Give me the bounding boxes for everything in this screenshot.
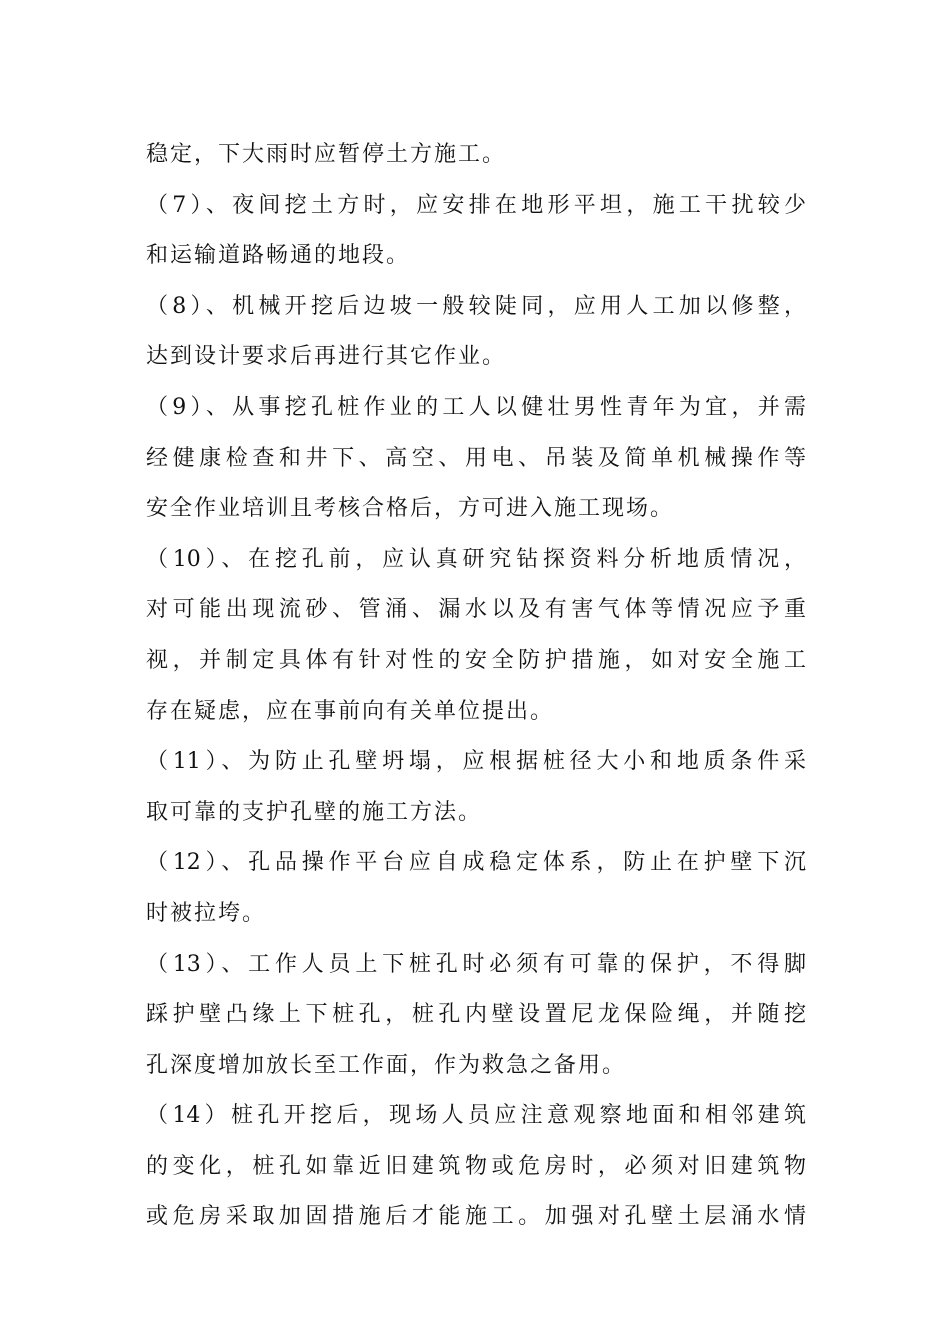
text-line: 踩护壁凸缘上下桩孔，桩孔内壁设置尼龙保险绳，并随挖 bbox=[146, 1002, 806, 1028]
text-line: （9）、从事挖孔桩作业的工人以健壮男性青年为宜，并需 bbox=[146, 394, 806, 420]
text-line: （10）、在挖孔前，应认真研究钻探资料分析地质情况， bbox=[146, 546, 806, 572]
text-line: 稳定，下大雨时应暂停土方施工。 bbox=[146, 142, 507, 167]
text-line: 时被拉垮。 bbox=[146, 900, 267, 926]
text-line: 达到设计要求后再进行其它作业。 bbox=[146, 344, 507, 370]
text-line: 安全作业培训且考核合格后，方可进入施工现场。 bbox=[146, 496, 675, 522]
text-line: 经健康检查和井下、高空、用电、吊装及简单机械操作等 bbox=[146, 445, 806, 471]
body-text bbox=[146, 130, 806, 1243]
text-line: 或危房采取加固措施后才能施工。加强对孔壁土层涌水情 bbox=[146, 1204, 806, 1230]
text-line: 视，并制定具体有针对性的安全防护措施，如对安全施工 bbox=[146, 647, 806, 673]
text-line: 孔深度增加放长至工作面，作为救急之备用。 bbox=[146, 1052, 627, 1078]
text-line: 取可靠的支护孔壁的施工方法。 bbox=[146, 799, 483, 825]
text-line: 和运输道路畅通的地段。 bbox=[146, 243, 411, 269]
text-line: （13）、工作人员上下桩孔时必须有可靠的保护，不得脚 bbox=[146, 951, 806, 977]
text-line: 对可能出现流砂、管涌、漏水以及有害气体等情况应予重 bbox=[146, 597, 806, 623]
text-line: 的变化，桩孔如靠近旧建筑物或危房时，必须对旧建筑物 bbox=[146, 1153, 806, 1179]
text-line: （7）、夜间挖土方时，应安排在地形平坦，施工干扰较少 bbox=[146, 192, 806, 218]
text-line: 存在疑虑，应在事前向有关单位提出。 bbox=[146, 698, 555, 724]
text-line: （11）、为防止孔壁坍塌，应根据桩径大小和地质条件采 bbox=[146, 749, 806, 775]
text-line: （8）、机械开挖后边坡一般较陡同，应用人工加以修整， bbox=[146, 293, 806, 319]
text-line: （12）、孔品操作平台应自成稳定体系，防止在护壁下沉 bbox=[146, 850, 806, 876]
text-line: （14）桩孔开挖后，现场人员应注意观察地面和相邻建筑 bbox=[146, 1103, 806, 1129]
